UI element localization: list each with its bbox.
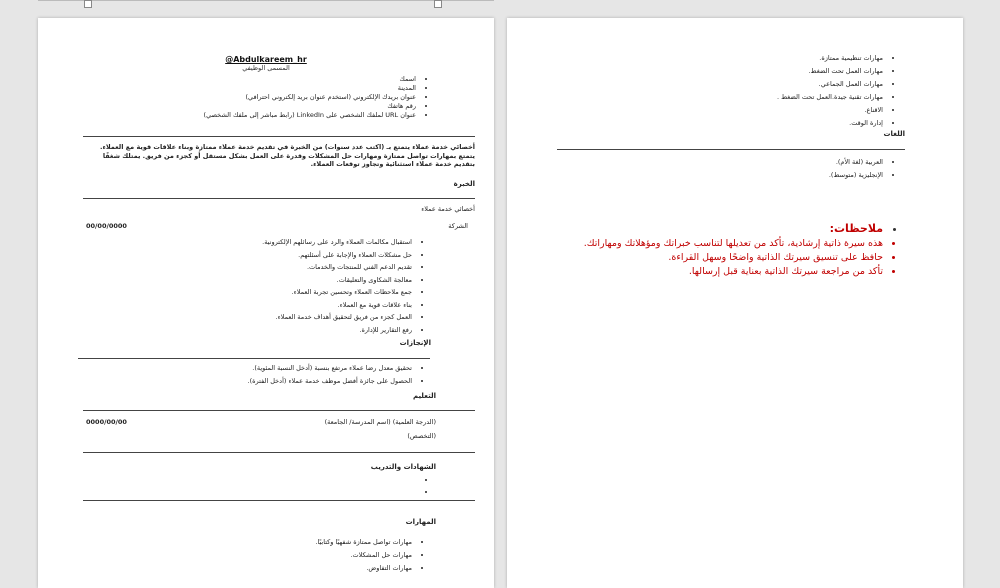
duty-item: • بناء علاقات قوية مع العملاء. [128, 299, 412, 312]
notes-section [567, 222, 897, 279]
education-date: 0000/00/00 [86, 418, 127, 426]
experience-duties [128, 236, 426, 336]
section-title-skills: المهارات [405, 518, 436, 526]
contact-section [198, 75, 430, 120]
divider [83, 500, 475, 501]
achievement-item: • الحصول على جائزة أفضل موظف خدمة عملاء (أدخل الفترة). [158, 375, 412, 388]
skill-item: • مهارات العمل تحت الضغط. [687, 65, 883, 78]
resume-handle: @Abdulkareem_hr [225, 55, 307, 64]
skill-item: • مهارات التفاوض. [218, 562, 412, 575]
note-item: • حافظ على تنسيق سيرتك الذاتية واضحًا وسهل القراءة. [567, 251, 883, 265]
duty-item: • معالجة الشكاوى والتعليقات. [128, 274, 412, 287]
skill-item: • مهارات تنظيمية ممتازة. [687, 52, 883, 65]
skill-item: • مهارات حل المشكلات. [218, 549, 412, 562]
duty-item: • العمل كجزء من فريق لتحقيق أهداف خدمة العملاء. [128, 311, 412, 324]
certificate-item [338, 474, 416, 486]
education-degree: (الدرجة العلمية) (اسم المدرسة/ الجامعة) [324, 418, 436, 426]
experience-job-title: أخصائي خدمة عملاء [421, 205, 475, 213]
ruler-line [38, 0, 494, 1]
divider [83, 198, 475, 199]
duty-item: • تقديم الدعم الفني للمنتجات والخدمات. [128, 261, 412, 274]
skill-item: • مهارات تواصل ممتازة شفهيًا وكتابيًا. [218, 536, 412, 549]
section-title-experience: الخبرة [453, 180, 475, 188]
languages-list [707, 156, 897, 182]
note-item: • تأكد من مراجعة سيرتك الذاتية بعناية قبل إرسالها. [567, 265, 883, 279]
margin-handle-right[interactable] [434, 0, 442, 8]
contact-item: • رقم هاتفك [198, 102, 416, 111]
document-page-2 [507, 18, 963, 588]
section-title-achievements: الإنجازات [399, 339, 431, 347]
skill-item: • مهارات العمل الجماعي. [687, 78, 883, 91]
skill-item: • الاقناع. [687, 104, 883, 117]
professional-summary: أخصائي خدمة عملاء يتمتع بـ (اكتب عدد سنوات) من الخبرة في تقديم خدمة عملاء ممتازة وبناء علاقات قوية مع العملاء. يتمتع بمهارات تواصل ممتازة ومهارات حل المشكلات وقدرة على العمل بشكل مستقل أو كجزء من فريق. يمتلك شغفًا بتقديم خدمة عملاء استثنائية وتجاوز توقعات العملاء. [100, 143, 475, 168]
skill-item: • مهارات تقنية جيدة.العمل تحت الضغط . [687, 91, 883, 104]
skills-list [218, 536, 426, 575]
skill-item: • إدارة الوقت. [687, 117, 883, 130]
duty-item: • حل مشكلات العملاء والإجابة على أسئلتهم. [128, 249, 412, 262]
skills-continued-list [687, 52, 897, 130]
document-page-1 [38, 18, 494, 588]
achievement-item: • تحقيق معدل رضا عملاء مرتفع بنسبة (أدخل النسبة المئوية). [158, 362, 412, 375]
section-title-certificates: الشهادات والتدريب [370, 463, 436, 471]
resume-job-title: المسمى الوظيفي [242, 64, 290, 72]
education-major: (التخصص) [407, 432, 436, 440]
divider [83, 410, 475, 411]
section-title-education: التعليم [412, 392, 436, 400]
experience-company: الشركة [448, 222, 468, 230]
duty-item: • جمع ملاحظات العملاء وتحسين تجربة العملاء. [128, 286, 412, 299]
duty-item: • رفع التقارير للإدارة. [128, 324, 412, 337]
certificate-item [338, 486, 416, 498]
notes-title: • ملاحظات: [567, 222, 883, 235]
certificates-list [338, 474, 430, 498]
divider [83, 136, 475, 137]
contact-item: • اسمك [198, 75, 416, 84]
contact-item: • عنوان URL لملفك الشخصي على LinkedIn (رابط مباشر إلى ملفك الشخصي) [198, 111, 416, 120]
divider [83, 452, 475, 453]
divider [557, 149, 905, 150]
section-title-languages: اللغات [883, 130, 905, 138]
contact-item: • المدينة [198, 84, 416, 93]
experience-date: 00/00/0000 [86, 222, 127, 230]
language-item: • العربية (لغة الأم). [707, 156, 883, 169]
contact-item: • عنوان بريدك الإلكتروني (استخدم عنوان بريد إلكتروني احترافي) [198, 93, 416, 102]
duty-item: • استقبال مكالمات العملاء والرد على رسائلهم الإلكترونية. [128, 236, 412, 249]
language-item: • الإنجليزية (متوسط). [707, 169, 883, 182]
margin-handle-left[interactable] [84, 0, 92, 8]
note-item: • هذه سيرة ذاتية إرشادية، تأكد من تعديلها لتناسب خبراتك ومؤهلاتك ومهاراتك. [567, 237, 883, 251]
divider [78, 358, 430, 359]
achievements-list [158, 362, 426, 387]
